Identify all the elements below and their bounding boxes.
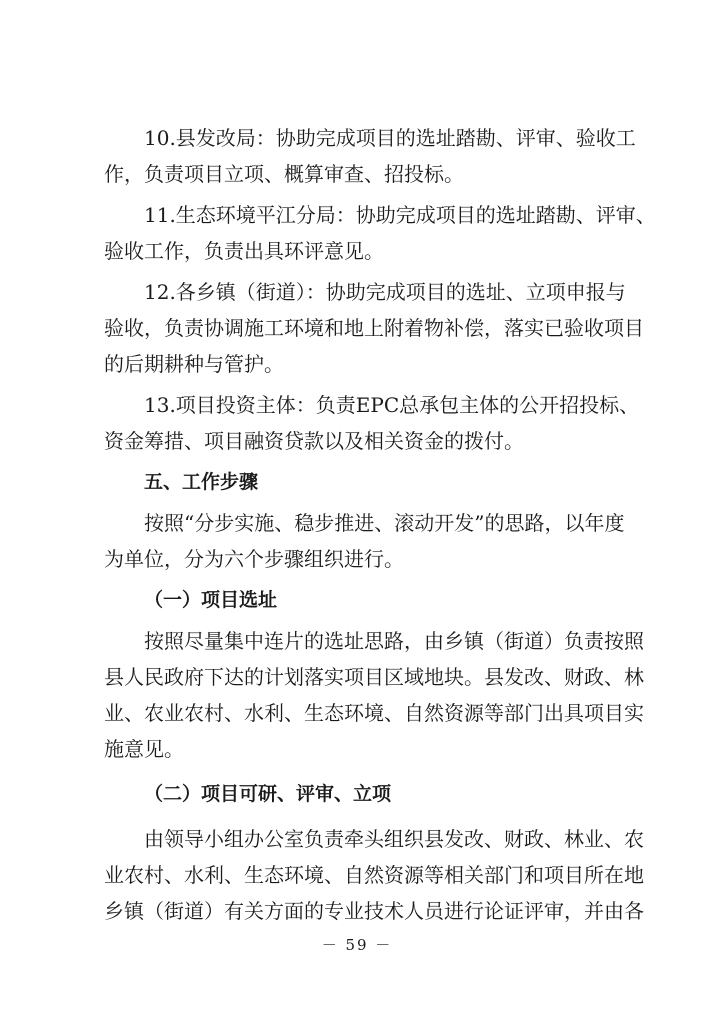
paragraph-11-line-1: 11.生态环境平江分局：协助完成项目的选址踏勘、评审、	[144, 203, 656, 227]
subsection-2-heading: （二）项目可研、评审、立项	[144, 783, 392, 805]
paragraph-10-line-2: 作，负责项目立项、概算审查、招投标。	[104, 162, 464, 186]
paragraph-10-line-1: 10.县发改局：协助完成项目的选址踏勘、评审、验收工	[144, 126, 636, 150]
subsection-2-body-line-1: 由领导小组办公室负责牵头组织县发改、财政、林业、农	[144, 827, 644, 851]
subsection-1-heading: （一）项目选址	[144, 589, 278, 611]
paragraph-12-line-1: 12.各乡镇（街道）：协助完成项目的选址、立项申报与	[144, 280, 626, 304]
paragraph-13-line-2: 资金筹措、项目融资贷款以及相关资金的拨付。	[104, 429, 524, 453]
section-5-body-line-2: 为单位，分为六个步骤组织进行。	[104, 547, 404, 571]
subsection-1-body-line-1: 按照尽量集中连片的选址思路，由乡镇（街道）负责按照	[144, 629, 644, 653]
subsection-2-body-line-2: 业农村、水利、生态环境、自然资源等相关部门和项目所在地	[104, 863, 644, 887]
document-body	[104, 120, 656, 929]
subsection-1-body-line-4: 施意见。	[104, 737, 184, 761]
paragraph-11-line-2: 验收工作，负责出具环评意见。	[104, 239, 384, 263]
page-number: － 59 －	[321, 936, 393, 954]
paragraph-13-line-1: 13.项目投资主体：负责EPC总承包主体的公开招投标、	[144, 393, 640, 417]
subsection-1-body-line-2: 县人民政府下达的计划落实项目区域地块。县发改、财政、林	[104, 665, 644, 689]
section-5-body-line-1: 按照“分步实施、稳步推进、滚动开发”的思路，以年度	[144, 511, 625, 535]
paragraph-12-line-3: 的后期耕种与管护。	[104, 352, 284, 376]
subsection-1-body-line-3: 业、农业农村、水利、生态环境、自然资源等部门出具项目实	[104, 701, 644, 725]
section-5-heading: 五、工作步骤	[144, 471, 259, 493]
subsection-2-body-line-3: 乡镇（街道）有关方面的专业技术人员进行论证评审，并由各	[104, 899, 644, 923]
paragraph-12-line-2: 验收，负责协调施工环境和地上附着物补偿，落实已验收项目	[104, 316, 644, 340]
